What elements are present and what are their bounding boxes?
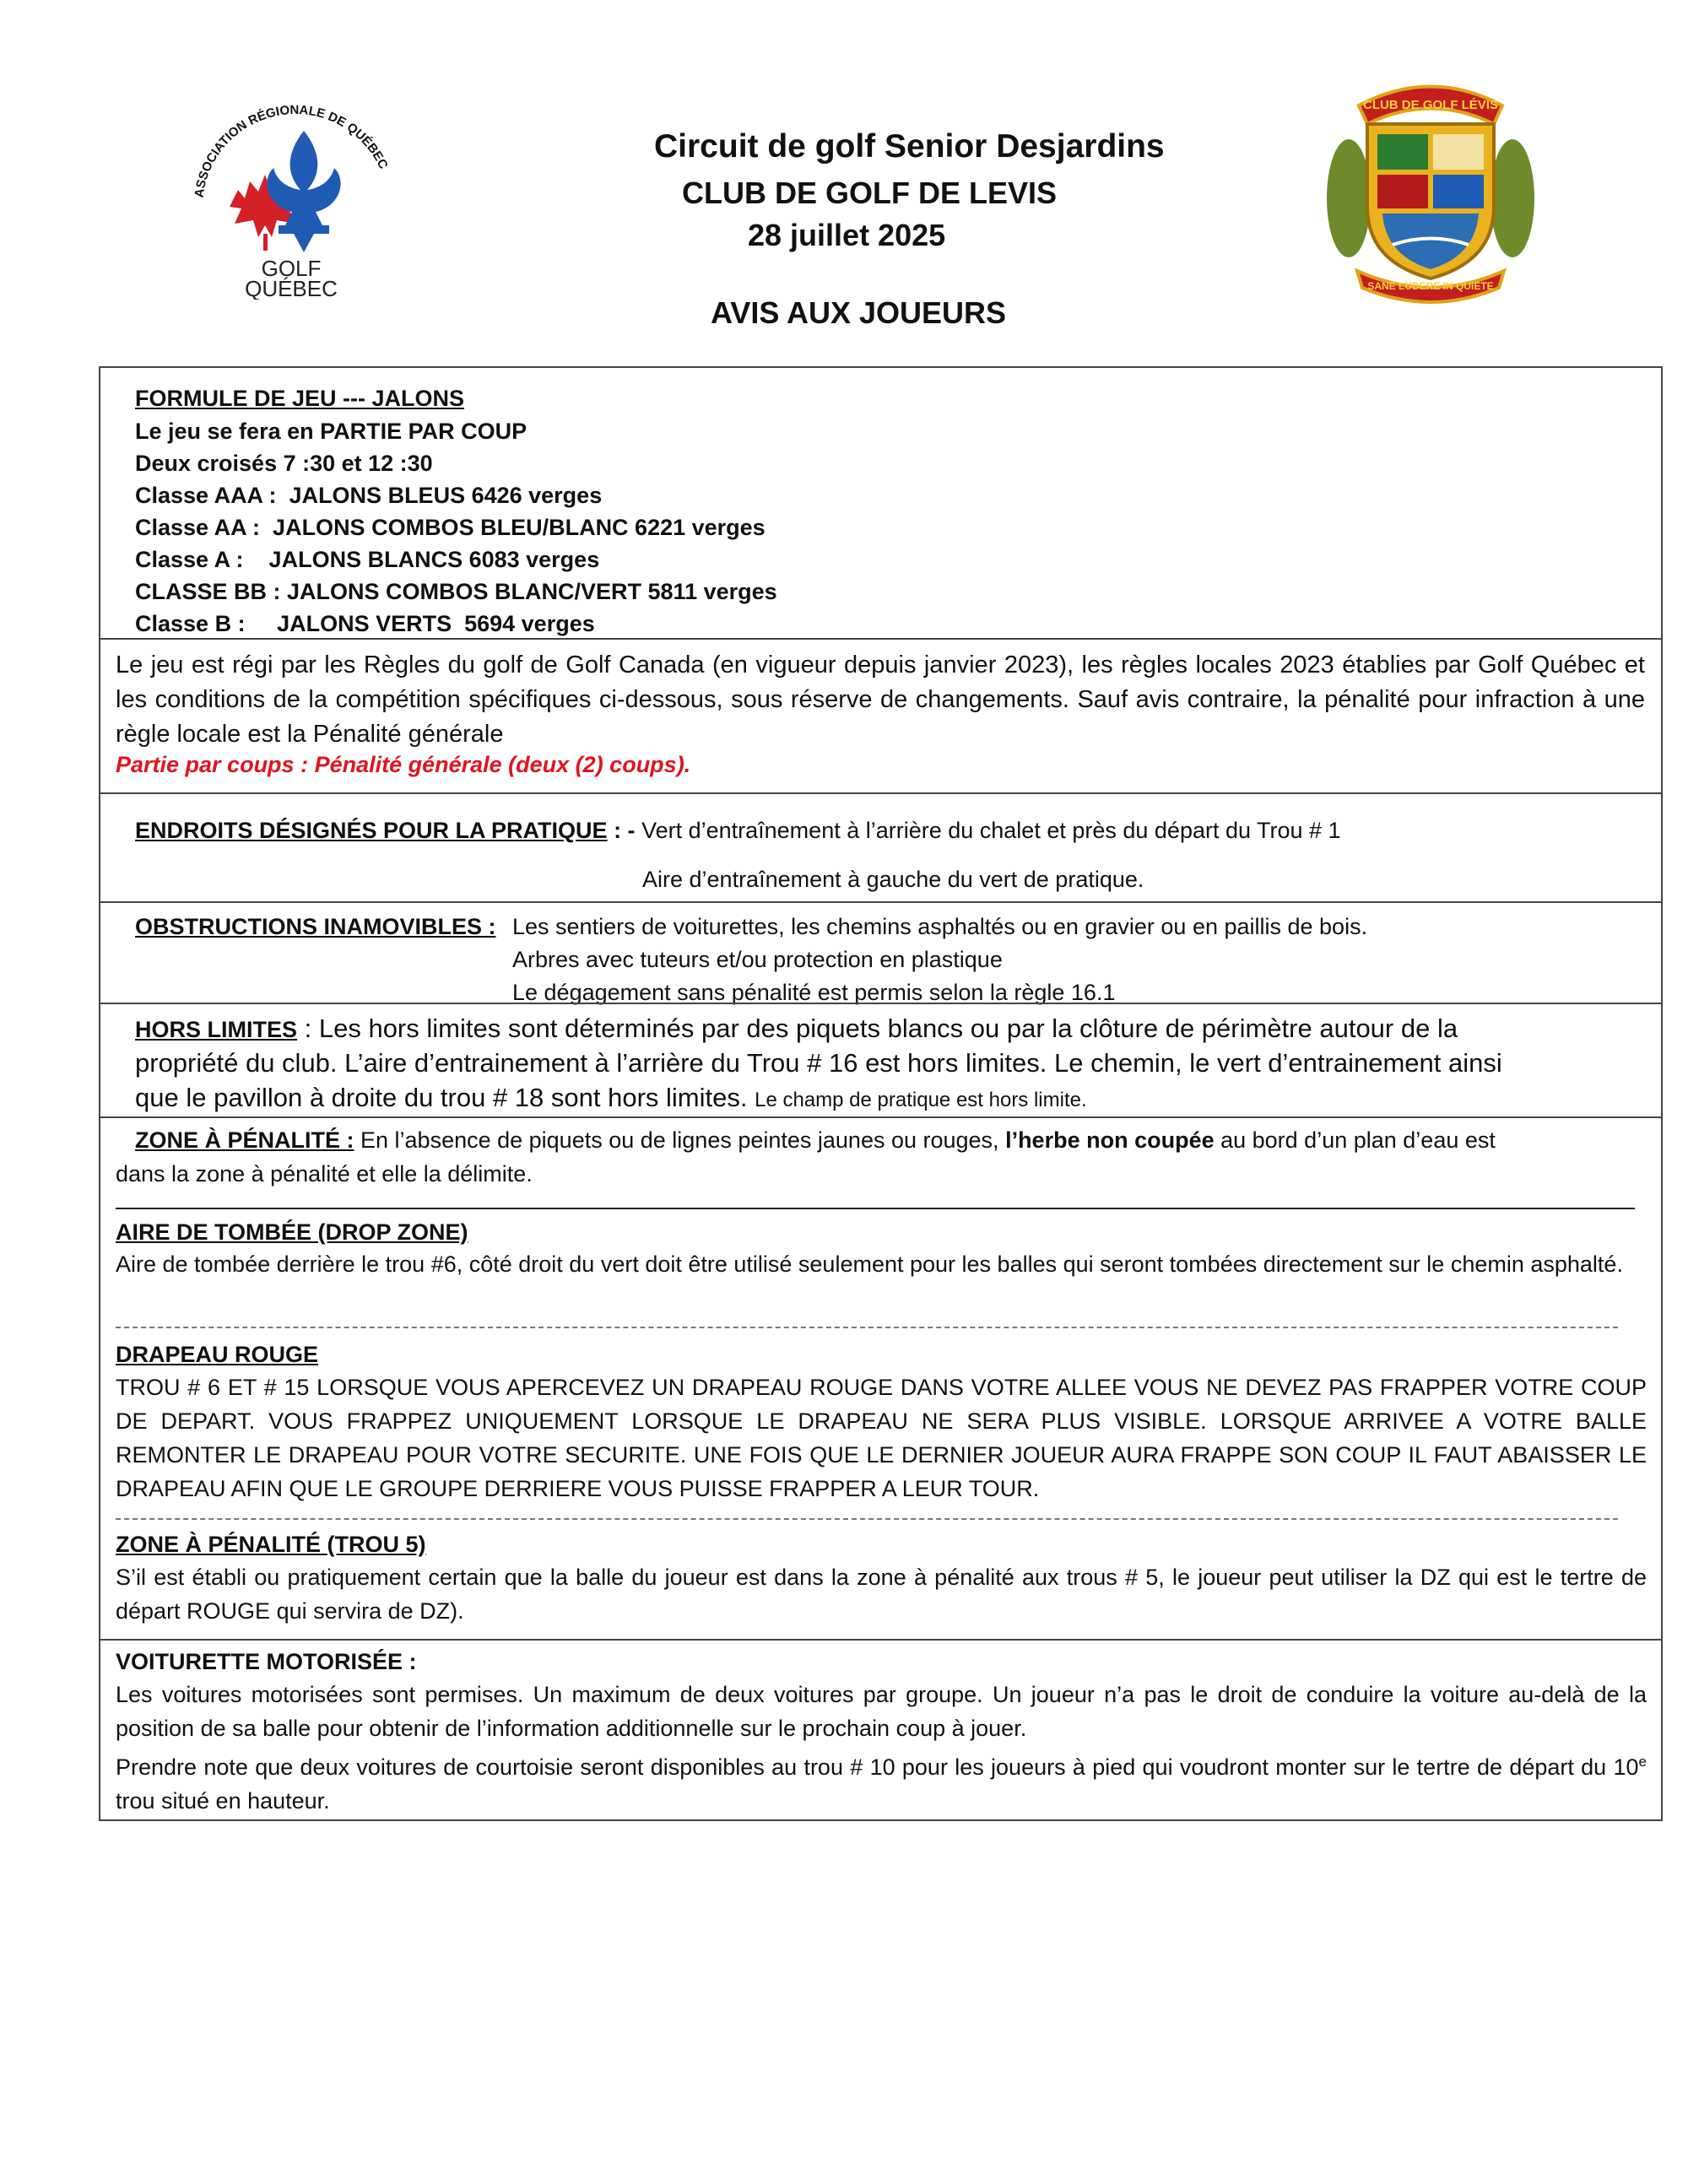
section-rules [100, 640, 1661, 792]
hors-limites-heading: HORS LIMITES [135, 1017, 298, 1042]
club-name: CLUB DE GOLF DE LEVIS [682, 176, 1058, 210]
dashed-divider [116, 1327, 1618, 1328]
crest-top-text: CLUB DE GOLF LÉVIS [1362, 98, 1499, 112]
practice-line [135, 817, 1341, 844]
zone-penalite-text-a: En l’absence de piquets ou de lignes peintes jaunes ou rouges, [354, 1127, 1006, 1153]
zone-penalite-line2: dans la zone à pénalité et elle la délimite. [116, 1161, 533, 1187]
voiturette-text1: Les voitures motorisées sont permises. Un maximum de deux voitures par groupe. Un joueur n’a pas le droit de conduire la voiture au-delà de la position de sa balle pour obtenir de l’information additionnelle sur le prochain coup à jouer. [116, 1682, 1647, 1741]
voiturette-heading: VOITURETTE MOTORISÉE : [116, 1649, 417, 1674]
voiturette-text2b: trou situé en hauteur. [116, 1788, 330, 1814]
zone-trou5-heading: ZONE À PÉNALITÉ (TROU 5) [116, 1532, 426, 1557]
practice-sep: : - [607, 818, 642, 843]
obstructions-line: Arbres avec tuteurs et/ou protection en plastique [512, 947, 1003, 972]
zone-penalite-heading: ZONE À PÉNALITÉ : [135, 1127, 354, 1153]
hors-limites-line1 [135, 1013, 1458, 1046]
formule-line: Le jeu se fera en PARTIE PAR COUP [135, 419, 528, 444]
dashed-divider [116, 1518, 1618, 1520]
drop-zone-text: Aire de tombée derrière le trou #6, côté droit du vert doit être utilisé seulement pour les balles qui seront tombées directement sur le chemin asphalté. [116, 1251, 1623, 1277]
logo-arc-text: ASSOCIATION RÉGIONALE DE QUÉBEC [192, 102, 391, 199]
hors-limites-text3: que le pavillon à droite du trou # 18 sont hors limites. [135, 1083, 748, 1112]
voiturette-text2a: Prendre note que deux voitures de courtoisie seront disponibles au trou # 10 pour les joueurs à pied qui voudront monter sur le tertre de départ du 10 [116, 1754, 1639, 1780]
obstructions-heading: OBSTRUCTIONS INAMOVIBLES : [135, 914, 496, 939]
svg-text:ASSOCIATION RÉGIONALE DE QUÉBE [192, 103, 390, 198]
drop-zone-heading: AIRE DE TOMBÉE (DROP ZONE) [116, 1219, 468, 1245]
golf-quebec-logo [177, 80, 405, 300]
section-hors-limites [100, 1004, 1661, 1116]
document-header [0, 0, 1688, 354]
formule-line: CLASSE BB : JALONS COMBOS BLANC/VERT 5811 verges [135, 579, 777, 604]
section-zone-penalite [100, 1118, 1661, 1821]
notice-title: AVIS AUX JOUEURS [711, 295, 1007, 330]
zone-penalite-line1 [135, 1127, 1496, 1154]
formule-line: Classe A : JALONS BLANCS 6083 verges [135, 547, 600, 572]
hors-limites-text1: : Les hors limites sont déterminés par des piquets blancs ou par la clôture de périmètre autour de la [297, 1014, 1458, 1043]
section-formule [100, 368, 1661, 638]
crest-motto-text: SANE LUDERE IN QUIETE [1367, 280, 1494, 292]
practice-heading: ENDROITS DÉSIGNÉS POUR LA PRATIQUE [135, 818, 608, 843]
formule-line: Classe AAA : JALONS BLEUS 6426 verges [135, 483, 603, 508]
drapeau-text: TROU # 6 ET # 15 LORSQUE VOUS APERCEVEZ UN DRAPEAU ROUGE DANS VOTRE ALLEE VOUS NE DEVEZ PAS FRAPPER VOTRE COUP DE DEPART. VOUS FRAPPEZ UNIQUEMENT LORSQUE LE DRAPEAU NE SERA PLUS VISIBLE. LORSQUE ARRIVEE A VOTRE BALLE REMONTER LE DRAPEAU POUR VOTRE SECURITE. UNE FOIS QUE LE DERNIER JOUEUR AURA FRAPPE SON COUP IL FAUT ABAISSER LE DRAPEAU AFIN QUE LE GROUPE DERRIERE VOUS PUISSE FRAPPER A LEUR TOUR. [116, 1375, 1647, 1501]
practice-text2: Aire d’entraînement à gauche du vert de pratique. [642, 867, 1144, 892]
zone-penalite-text-b: au bord d’un plan d’eau est [1214, 1127, 1496, 1153]
practice-text1: Vert d’entraînement à l’arrière du chalet et près du départ du Trou # 1 [641, 818, 1341, 843]
section-divider [116, 1208, 1635, 1209]
rules-penalty: Partie par coups : Pénalité générale (deux (2) coups). [116, 752, 691, 777]
formule-line: Deux croisés 7 :30 et 12 :30 [135, 451, 433, 476]
drapeau-heading: DRAPEAU ROUGE [116, 1342, 319, 1367]
formule-heading: FORMULE DE JEU --- JALONS [135, 386, 465, 411]
hors-limites-text3b: Le champ de pratique est hors limite. [755, 1089, 1087, 1111]
obstructions-line: Les sentiers de voiturettes, les chemins asphaltés ou en gravier ou en paillis de bois. [512, 914, 1368, 939]
rules-text: Le jeu est régi par les Règles du golf de Golf Canada (en vigueur depuis janvier 2023), les règles locales 2023 établies par Golf Québec et les conditions de la compétition spécifiques ci-dessous, sous réserve de changements. Sauf avis contraire, la pénalité pour infraction à une règle locale est la Pénalité générale [116, 651, 1645, 748]
hors-limites-line3 [135, 1082, 1087, 1116]
event-date: 28 juillet 2025 [748, 218, 946, 252]
zone-trou5-text: S’il est établi ou pratiquement certain que la balle du joueur est dans la zone à pénalité aux trous # 5, le joueur peut utiliser la DZ qui est le tertre de départ ROUGE qui servira de DZ). [116, 1565, 1647, 1624]
voiturette-text2-sup: e [1638, 1754, 1647, 1770]
section-practice [100, 794, 1661, 901]
hors-limites-line2: propriété du club. L’aire d’entrainement à l’arrière du Trou # 16 est hors limites. Le chemin, le vert d’entrainement ainsi [135, 1048, 1502, 1078]
page-title: Circuit de golf Senior Desjardins [654, 128, 1165, 165]
formule-line: Classe B : JALONS VERTS 5694 verges [135, 611, 595, 636]
obstructions-line: Le dégagement sans pénalité est permis selon la règle 16.1 [512, 980, 1116, 1005]
rules-box [99, 366, 1663, 1821]
voiturette-text2 [116, 1745, 1647, 1818]
zone-penalite-bold: l’herbe non coupée [1005, 1127, 1215, 1153]
formule-line: Classe AA : JALONS COMBOS BLEU/BLANC 6221 verges [135, 515, 766, 540]
logo-quebec-text: QUÉBEC [245, 276, 338, 300]
logo-golf-text: GOLF [261, 256, 322, 281]
section-obstructions [100, 903, 1661, 1003]
club-de-golf-levis-crest [1325, 72, 1536, 304]
